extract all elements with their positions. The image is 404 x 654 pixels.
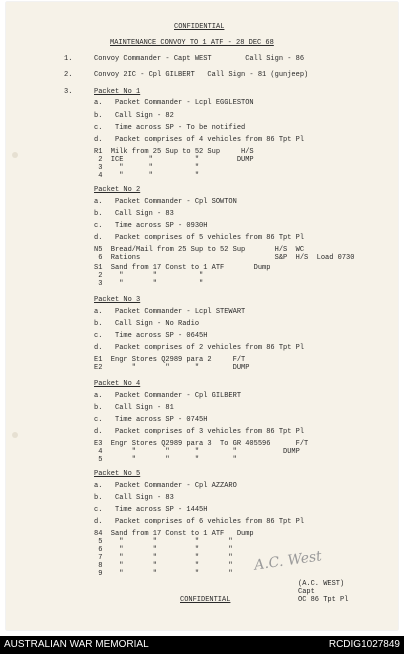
vehicle-row: 4 " " " " DUMP	[94, 448, 300, 456]
packet-line: a. Packet Commander - Cpl AZZARO	[94, 482, 237, 490]
packet-line: d. Packet comprises of 4 vehicles from 86 Tpt Pl	[94, 136, 305, 144]
document-page	[6, 2, 398, 630]
packet-line: b. Call Sign - 83	[94, 494, 174, 502]
document-title: MAINTENANCE CONVOY TO 1 ATF - 28 DEC 68	[110, 39, 274, 47]
vehicle-row: 9 " " " "	[94, 570, 233, 578]
packet-line: c. Time across SP - 0745H	[94, 416, 208, 424]
packet-heading: Packet No 2	[94, 186, 141, 194]
packet-heading: Packet No 4	[94, 380, 141, 388]
packet-line: b. Call Sign - 82	[94, 112, 174, 120]
packet-line: a. Packet Commander - Cpl SOWTON	[94, 198, 237, 206]
vehicle-row: 5 " " " "	[94, 456, 237, 464]
vehicle-row: 2 " " "	[94, 272, 204, 280]
vehicle-row: 3 " " "	[94, 280, 204, 288]
vehicle-row: 5 " " " "	[94, 538, 233, 546]
item-number: 1.	[64, 55, 73, 63]
vehicle-row: E2 " " " DUMP	[94, 364, 250, 372]
header-classification: CONFIDENTIAL	[174, 23, 225, 31]
packet-line: a. Packet Commander - Cpl GILBERT	[94, 392, 242, 400]
item-number: 3.	[64, 88, 73, 96]
punch-hole	[12, 432, 18, 438]
vehicle-row: 8 " " " "	[94, 562, 233, 570]
packet-line: c. Time across SP - 1445H	[94, 506, 208, 514]
packet-line: a. Packet Commander - Lcpl STEWART	[94, 308, 246, 316]
vehicle-row: S1 Sand from 17 Const to 1 ATF Dump	[94, 264, 271, 272]
packet-line: d. Packet comprises of 6 vehicles from 86 Tpt Pl	[94, 518, 305, 526]
archive-name: AUSTRALIAN WAR MEMORIAL	[4, 639, 149, 650]
packet-line: b. Call Sign - 81	[94, 404, 174, 412]
vehicle-row: 3 " " "	[94, 164, 200, 172]
packet-line: b. Call Sign - 83	[94, 210, 174, 218]
signatory-unit: OC 86 Tpt Pl	[298, 596, 349, 604]
vehicle-row: R1 Milk from 25 Sup to 52 Sup H/S	[94, 148, 254, 156]
handwritten-signature: A.C. West	[253, 548, 323, 574]
packet-line: c. Time across SP - 0645H	[94, 332, 208, 340]
packet-line: d. Packet comprises of 5 vehicles from 86 Tpt Pl	[94, 234, 305, 242]
signatory-name: (A.C. WEST)	[298, 580, 345, 588]
vehicle-row: E1 Engr Stores Q2989 para 2 F/T	[94, 356, 246, 364]
archive-reference: RCDIG1027849	[328, 639, 400, 650]
vehicle-row: 4 " " "	[94, 172, 200, 180]
packet-line: d. Packet comprises of 2 vehicles from 86 Tpt Pl	[94, 344, 305, 352]
vehicle-row: 6 " " " "	[94, 546, 233, 554]
packet-line: c. Time across SP - 0930H	[94, 222, 208, 230]
vehicle-row: 84 Sand from 17 Const to 1 ATF Dump	[94, 530, 254, 538]
packet-line: c. Time across SP - To be notified	[94, 124, 246, 132]
archive-footer-bar	[0, 636, 404, 654]
packet-heading: Packet No 1	[94, 88, 141, 96]
vehicle-row: 6 Rations S&P H/S Load 0730	[94, 254, 355, 262]
vehicle-row: 2 ICE " " DUMP	[94, 156, 254, 164]
punch-hole	[12, 152, 18, 158]
vehicle-row: E3 Engr Stores Q2989 para 3 To GR 405596 F/T	[94, 440, 309, 448]
packet-line: a. Packet Commander - Lcpl EGGLESTON	[94, 99, 254, 107]
packet-heading: Packet No 3	[94, 296, 141, 304]
footer-classification: CONFIDENTIAL	[180, 596, 231, 604]
packet-line: d. Packet comprises of 3 vehicles from 86 Tpt Pl	[94, 428, 305, 436]
item-convoy-2ic: Convoy 2IC - Cpl GILBERT Call Sign - 81 (gunjeep)	[94, 71, 309, 79]
item-number: 2.	[64, 71, 73, 79]
vehicle-row: N5 Bread/Mail from 25 Sup to 52 Sup H/S WC	[94, 246, 305, 254]
item-convoy-commander: Convoy Commander - Capt WEST Call Sign - 86	[94, 55, 305, 63]
packet-line: b. Call Sign - No Radio	[94, 320, 200, 328]
signatory-rank: Capt	[298, 588, 315, 596]
packet-heading: Packet No 5	[94, 470, 141, 478]
vehicle-row: 7 " " " "	[94, 554, 233, 562]
